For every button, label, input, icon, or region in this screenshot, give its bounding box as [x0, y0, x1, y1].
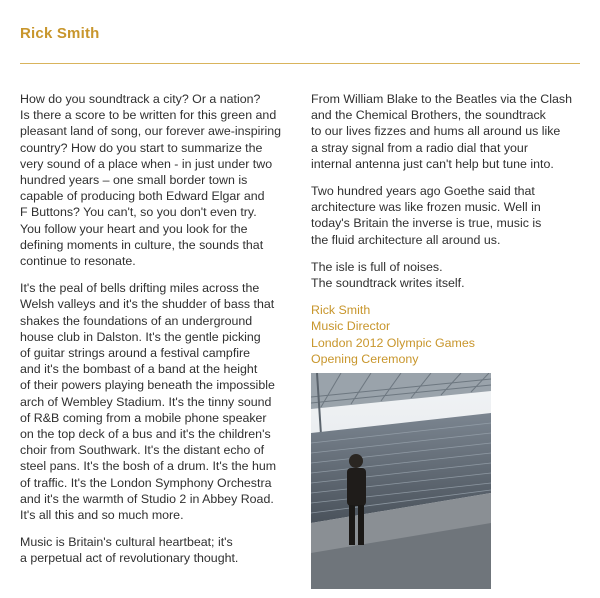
text-line: Welsh valleys and it's the shudder of bass that	[20, 297, 275, 312]
text-line: to our lives fizzes and hums all around us like	[311, 124, 561, 139]
text-line: How do you soundtrack a city? Or a nation?	[20, 92, 261, 106]
paragraph	[20, 91, 282, 269]
text-line: on the top deck of a bus and it's the children's	[20, 427, 271, 442]
text-line: The isle is full of noises.	[311, 259, 443, 274]
text-line: internal antenna just can't help but tune into.	[311, 156, 554, 171]
text-line: pleasant land of song, our forever awe-inspiring	[20, 124, 282, 139]
text-line: a stray signal from a radio dial that your	[311, 140, 528, 155]
text-line: Is there a score to be written for this green and	[20, 108, 277, 123]
text-line: and the Chemical Brothers, the soundtrack	[311, 108, 546, 123]
text-line: defining moments in culture, the sounds that	[20, 237, 264, 252]
text-line: and it's the bombast of a band at the height	[20, 362, 258, 377]
paragraph	[311, 183, 583, 248]
text-line: of traffic. It's the London Symphony Orchestra	[20, 475, 272, 490]
text-line: architecture was like frozen music. Well in	[311, 200, 541, 215]
text-line: house club in Dalston. It's the gentle picking	[20, 329, 261, 344]
signature-title: Music Director	[311, 319, 391, 334]
text-line: It's the peal of bells drifting miles across the	[20, 281, 260, 296]
text-line: capable of producing both Edward Elgar and	[20, 189, 265, 204]
text-line: You follow your heart and you look for the	[20, 221, 248, 236]
text-line: shakes the foundations of an underground	[20, 313, 253, 328]
text-line: From William Blake to the Beatles via the Clash	[311, 92, 572, 106]
text-line: country? How do you start to summarize the	[20, 140, 263, 155]
paragraph	[20, 280, 282, 523]
signature-event-part: Opening Ceremony	[311, 351, 419, 366]
text-line: of guitar strings around a festival campfire	[20, 346, 251, 361]
stadium-photo-illustration	[311, 373, 491, 589]
text-line: of their powers playing beneath the impossible	[20, 378, 275, 393]
text-line: steel pans. It's the bosh of a drum. It's the hum	[20, 459, 277, 474]
signature-event: London 2012 Olympic Games	[311, 335, 475, 350]
text-line: hundred years – one small border town is	[20, 173, 248, 188]
text-line: continue to resonate.	[20, 254, 136, 269]
text-line: a perpetual act of revolutionary thought.	[20, 551, 239, 566]
signature-name: Rick Smith	[311, 303, 371, 318]
text-line: choir from Southwark. It's the distant echo of	[20, 443, 265, 458]
author-heading: Rick Smith	[20, 25, 100, 42]
paragraph	[311, 259, 583, 291]
text-line: The soundtrack writes itself.	[311, 276, 465, 291]
signature-block	[311, 302, 583, 367]
header-rule	[20, 63, 580, 64]
text-line: today's Britain the inverse is true, music is	[311, 216, 542, 231]
paragraph	[311, 91, 583, 172]
stadium-photo	[311, 373, 491, 589]
text-line: the fluid architecture all around us.	[311, 232, 501, 247]
text-line: It's all this and so much more.	[20, 508, 184, 523]
text-line: F Buttons? You can't, so you don't even try.	[20, 205, 257, 220]
text-line: Two hundred years ago Goethe said that	[311, 184, 535, 199]
text-line: arch of Wembley Stadium. It's the tinny sound	[20, 394, 272, 409]
paragraph	[20, 534, 282, 566]
right-column	[311, 91, 583, 378]
text-line: Music is Britain's cultural heartbeat; it's	[20, 535, 233, 550]
text-line: of R&B coming from a mobile phone speaker	[20, 410, 267, 425]
text-line: very sound of a place when - in just under two	[20, 156, 273, 171]
left-column	[20, 91, 282, 578]
text-line: and it's the warmth of Studio 2 in Abbey Road.	[20, 491, 274, 506]
